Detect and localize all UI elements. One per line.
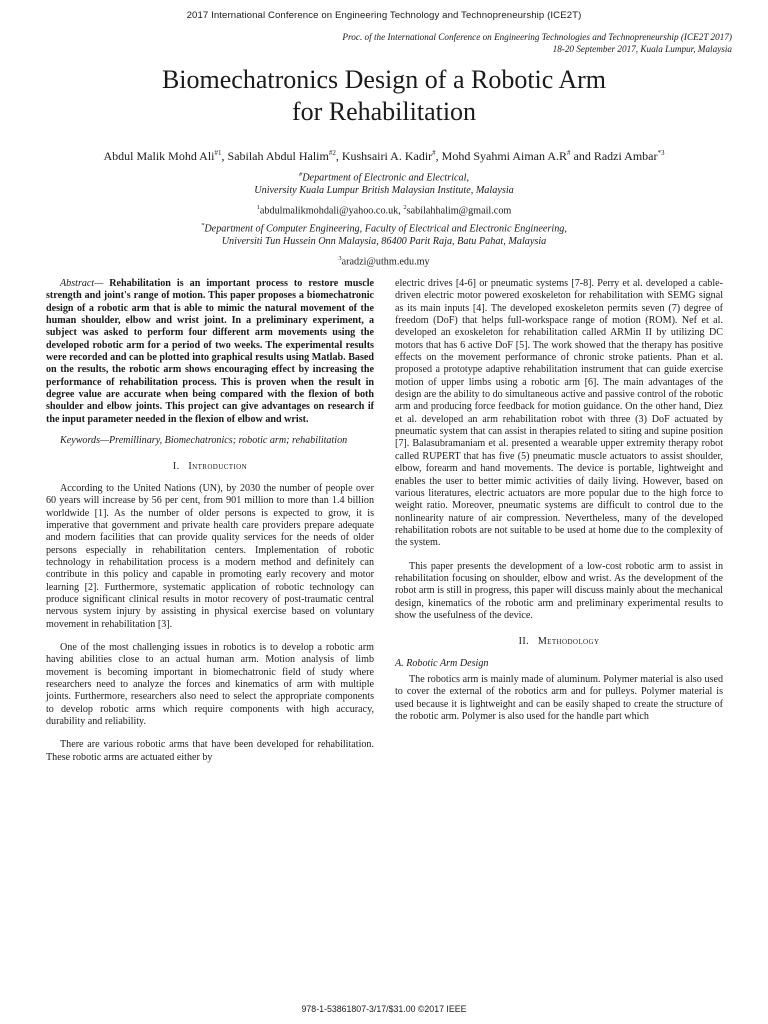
abstract-text: Rehabilitation is an important process to restore muscle strength and joint's range of motion. This paper proposes a biomechatronic design of a robotic arm that is able to mimic the natural movement of the human shoulder, elbow and wrist joint. In a preliminary experiment, a subject was asked to perform four different arm movements using the developed robotic arm for a period of two weeks. The experimental results were recorded and can be plotted into graphical results using Matlab. Based on the results, the robotic arm shows encouraging effect by increasing the performance of rehabilitation process. This is proven when the result in degree value are accurate when being compared with the flexion of both shoulder and elbow joints. This project can give advantages on research if the input parameter needed in the flexion of elbow and wrist. (46, 278, 374, 425)
left-column (46, 278, 374, 764)
email-mark: 2 (403, 204, 407, 212)
keywords: Keywords—Premillinary, Biomechatronics; robotic arm; rehabilitation (60, 435, 348, 447)
subsection-heading: A. Robotic Arm Design (395, 657, 489, 669)
title-line-2: for Rehabilitation (291, 97, 477, 126)
method-paragraph: The robotics arm is mainly made of aluminum. Polymer material is also used to cover the external of the robotics arm and for pulleys. Polymer material is used because it is lightweight and can be easily shaped to create the structure of the robotic arm. Polymer is also used for the handle part which (395, 673, 723, 722)
affiliation-1-emails (0, 201, 768, 217)
author-separator: , (435, 149, 442, 163)
affiliation-2-line-2: Universiti Tun Hussein Onn Malaysia, 86400 Parit Raja, Batu Pahat, Malaysia (221, 236, 547, 248)
author-name: Sabilah Abdul Halim (227, 149, 329, 163)
author-separator: , (221, 149, 228, 163)
author-mark: *3 (657, 149, 665, 157)
email-mark: 1 (256, 204, 260, 212)
section-number: I. (172, 461, 180, 473)
author-name: Abdul Malik Mohd Ali (103, 149, 215, 163)
affiliation-mark: * (201, 222, 205, 229)
section-heading-introduction (46, 461, 374, 473)
right-column (395, 278, 723, 723)
page-footer: 978-1-53861807-3/17/$31.00 ©2017 IEEE (301, 1004, 467, 1014)
right-paragraph-1: electric drives [4-6] or pneumatic systems [7-8]. Perry et al. developed a cable-driven electric motor powered exoskeleton for rehabilitation with SEMG signal as its main inputs [4]. The developed exoskeleton permits seven (7) degree of freedom (DoF) that helps full-workspace range of motion (ROM). Nef et al. developed an exoskeleton for rehabilitation called ARMin II by utilizing DC motors that has 6 active DoF [5]. The work showed that the therapy has positive effects on the movement performance of chronic stroke patients. Phan et al. proposed a prototype adaptive rehabilitation instrument that can guide exercise motion of upper limbs using a robotic arm [6]. The main advantages of the design are the ability to do simultaneous active and passive control of the robotic arm and producing force feedback for motion guidance. On the other hand, Diez et al. developed an arm rehabilitation robot with three (3) DoF actuated by pneumatic system that can assist in therapies related to siting and supine position [7]. Balasubramaniam et al. presented a wearable upper extremity therapy robot called RUPERT that has five (5) pneumatic muscle actuators to assist shoulder, elbow, forearm and hand movements. The device is portable, lightweight and enables the user to better mimic activities of daily living. However, based on various literatures, electric actuators are more popular due to the high force to weight ratio. Moreover, pneumatic systems are difficult to control due to the nonlinearity nature of air compression. Nevertheless, many of the developed rehabilitation robots are not suitable to be used at home due to the complexity of the system. (395, 278, 723, 549)
affiliation-2-dept (0, 219, 768, 235)
author-mark: #1 (214, 149, 222, 157)
section-number: II. (518, 636, 530, 648)
affiliation-1-dept (0, 168, 768, 184)
affiliation-1-line-2: University Kuala Lumpur British Malaysian Institute, Malaysia (254, 185, 514, 197)
section-heading-methodology (395, 636, 723, 648)
author-list (0, 145, 768, 164)
affiliation-mark: # (298, 171, 303, 178)
conference-header: 2017 International Conference on Engineering Technology and Technopreneurship (ICE2T) (186, 10, 582, 21)
intro-paragraph-3: There are various robotic arms that have been developed for rehabilitation. These robotic arms are actuated either by (46, 739, 374, 763)
affiliation-2-line-1: Department of Computer Engineering, Faculty of Electrical and Electronic Engineering, (204, 223, 567, 235)
affiliation-2-email (0, 252, 768, 268)
proceedings-line-1: Proc. of the International Conference on Engineering Technologies and Technopreneurship (ICE2T 2017) (342, 32, 732, 42)
email-1: abdulmalikmohdali@yahoo.co.uk, (259, 205, 404, 217)
abstract-lead: Abstract— (60, 278, 104, 289)
author-mark: # (432, 149, 436, 157)
abstract (46, 278, 374, 426)
author-separator: , (335, 149, 342, 163)
paper-title (0, 64, 768, 128)
proceedings-info (342, 31, 732, 55)
author-separator: and (570, 149, 594, 163)
author-name: Radzi Ambar (593, 149, 658, 163)
section-title: Methodology (537, 636, 600, 648)
author-name: Mohd Syahmi Aiman A.R (441, 149, 568, 163)
author-mark: #2 (328, 149, 336, 157)
affiliation-1-line-1: Department of Electronic and Electrical, (302, 172, 470, 184)
title-line-1: Biomechatronics Design of a Robotic Arm (161, 65, 607, 94)
email-3: aradzi@uthm.edu.my (341, 256, 430, 268)
right-paragraph-2: This paper presents the development of a low-cost robotic arm to assist in rehabilitation focusing on shoulder, elbow and wrist. As the development of the robot arm is still in progress, this paper will discuss mainly about the mechanical design, kinematics of the robotic arm and preliminary experimental results to show the usefulness of the device. (395, 560, 723, 621)
section-title: Introduction (188, 461, 248, 473)
affiliation-2 (0, 219, 768, 269)
author-name: Kushsairi A. Kadir (341, 149, 433, 163)
intro-paragraph-1: According to the United Nations (UN), by 2030 the number of people over 60 years will increase by 56 per cent, from 901 million to more than 1.4 billion worldwide [1]. As the number of older persons is expected to grow, it is imperative that government and private health care providers prepare adequate and modern facilities that can provide quality services for the needs of older persons especially in rehabilitation centers. Implementation of robotic technology in rehabilitation process is a modern method and definitely can contribute in this policy and capable in promoting early recovery and motor learning [2]. Furthermore, systematic application of robotic technology can produce significant clinical results in motor recovery of post-traumatic central nervous system injury by assisting in physical exercise based on voluntary movement in rehabilitation [3]. (46, 482, 374, 630)
affiliation-1 (0, 168, 768, 218)
proceedings-line-2: 18-20 September 2017, Kuala Lumpur, Malaysia (552, 44, 732, 54)
email-mark: 3 (338, 255, 342, 263)
email-2: sabilahhalim@gmail.com (406, 205, 512, 217)
author-mark: # (567, 149, 571, 157)
intro-paragraph-2: One of the most challenging issues in robotics is to develop a robotic arm having abilities close to an actual human arm. Motion analysis of limb movement is becoming important in biomechatronic field of study where researchers need to analyze the forces and kinematics of arm with multiple joints. Furthermore, researchers also need to select the appropriate components to develop robotic arms which require components with high accuracy, durability and reliability. (46, 641, 374, 727)
